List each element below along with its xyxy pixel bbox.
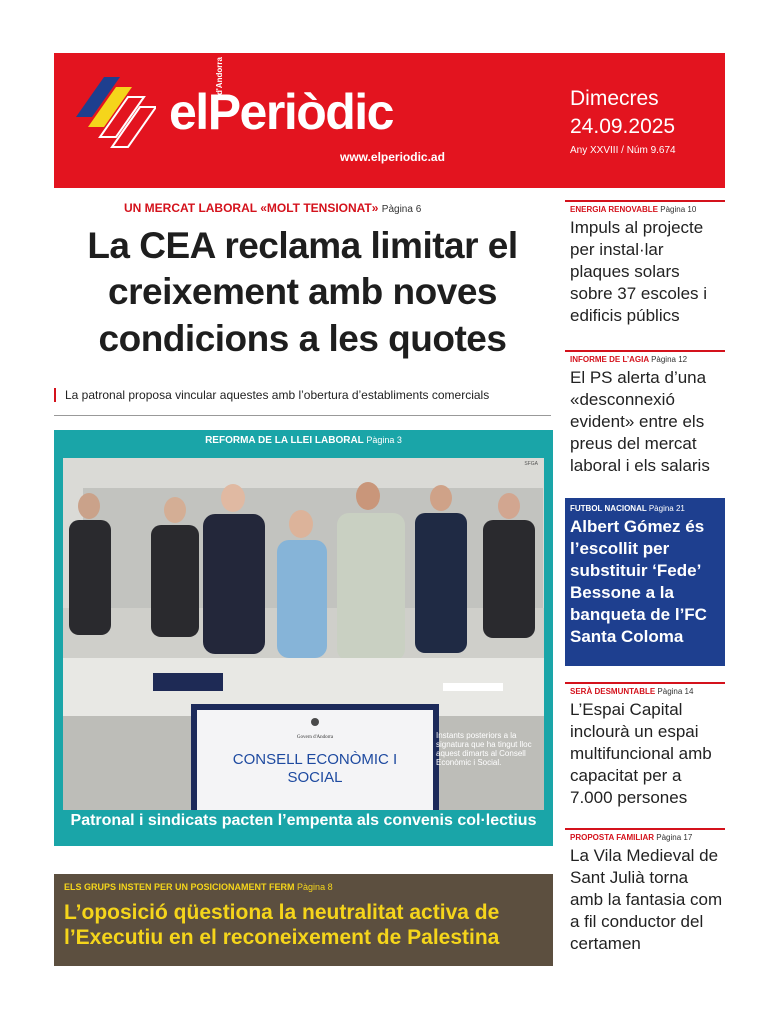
sidebar-kicker-text: ENERGIA RENOVABLE (570, 205, 659, 214)
sidebar-kicker-text: SERÀ DESMUNTABLE (570, 687, 656, 696)
sidebar-kicker-text: PROPOSTA FAMILIAR (570, 833, 654, 842)
sidebar-kicker-page: Pàgina 17 (656, 833, 693, 842)
lead-kicker-text: UN MERCAT LABORAL «MOLT TENSIONAT» (124, 201, 379, 215)
photo-kicker-page: Pàgina 3 (366, 435, 402, 445)
photo-credit: SFGA (524, 461, 538, 467)
sidebar-headline: L’Espai Capital inclourà un espai multifuncional amb capacitat per a 7.000 persones (570, 700, 712, 807)
bottom-kicker-text: ELS GRUPS INSTEN PER UN POSICIONAMENT FERM (64, 882, 295, 892)
lead-subhead: La patronal proposa vincular aquestes amb l’obertura d’establiments comercials (54, 388, 551, 402)
screen-subtitle: Govern d'Andorra (296, 735, 334, 740)
sidebar-headline: Impuls al projecte per instal·lar plaques solars sobre 37 escoles i edificis públics (570, 218, 708, 325)
issue-day: Dimecres (570, 87, 659, 110)
sidebar-story-5[interactable] (565, 828, 725, 955)
bottom-kicker (64, 882, 333, 892)
front-page (54, 53, 725, 968)
sidebar-kicker-page: Pàgina 14 (657, 687, 694, 696)
sidebar-kicker (570, 687, 725, 696)
masthead (54, 53, 725, 188)
lead-kicker (124, 201, 421, 215)
sidebar-story-4[interactable] (565, 682, 725, 809)
sidebar-kicker (570, 833, 725, 842)
sidebar-kicker-page: Pàgina 10 (660, 205, 697, 214)
photo-kicker (54, 435, 553, 446)
sidebar-kicker (570, 205, 725, 214)
sidebar-story-1[interactable] (565, 200, 725, 327)
issue-number: Any XXVIII / Núm 9.674 (570, 145, 676, 156)
bottom-headline: L’oposició qüestiona la neutralitat activa de l’Executiu en el reconeixement de Palestina (64, 901, 500, 950)
logo-stripes-icon (76, 77, 156, 151)
site-url[interactable]: www.elperiodic.ad (340, 150, 445, 164)
sidebar-kicker-text: INFORME DE L’AGIA (570, 355, 649, 364)
sidebar-headline: El PS alerta d’una «desconnexió evident» entre els preus del mercat laboral i els salaris (570, 368, 710, 475)
sidebar-headline: La Vila Medieval de Sant Julià torna amb la fantasia com a fil conductor del certamen (570, 846, 723, 953)
news-photo (63, 458, 544, 810)
photo-kicker-text: REFORMA DE LA LLEI LABORAL (205, 435, 364, 446)
photo-note: Instants posteriors a la signatura que ha tingut lloc aquest dimarts al Consell Econòmic i Social. (436, 731, 532, 767)
bottom-story[interactable] (54, 874, 553, 966)
sidebar-kicker (570, 504, 725, 513)
sidebar-story-3[interactable] (565, 498, 725, 666)
photo-story[interactable] (54, 430, 553, 846)
bottom-kicker-page: Pàgina 8 (297, 882, 333, 892)
sidebar-headline: Albert Gómez és l’escollit per substituir ‘Fede’ Bessone a la banqueta de l’FC Santa Coloma (570, 517, 707, 646)
logo-subtitle: d'Andorra (215, 57, 224, 95)
sidebar-kicker-page: Pàgina 12 (651, 355, 688, 364)
sidebar-kicker (570, 355, 725, 364)
screen-title: CONSELL ECONÒMIC I SOCIAL (232, 751, 398, 786)
issue-date: 24.09.2025 (570, 115, 676, 138)
lead-headline[interactable]: La CEA reclama limitar el creixement amb noves condicions a les quotes (87, 225, 518, 359)
photo-caption: Patronal i sindicats pacten l’empenta als convenis col·lectius (70, 812, 537, 829)
lead-kicker-page: Pàgina 6 (381, 204, 422, 215)
divider (54, 415, 551, 416)
sidebar-story-2[interactable] (565, 350, 725, 477)
sidebar-kicker-page: Pàgina 21 (648, 504, 685, 513)
logo-text: elPeriòdic (169, 84, 393, 140)
sidebar-kicker-text: FUTBOL NACIONAL (570, 504, 647, 513)
